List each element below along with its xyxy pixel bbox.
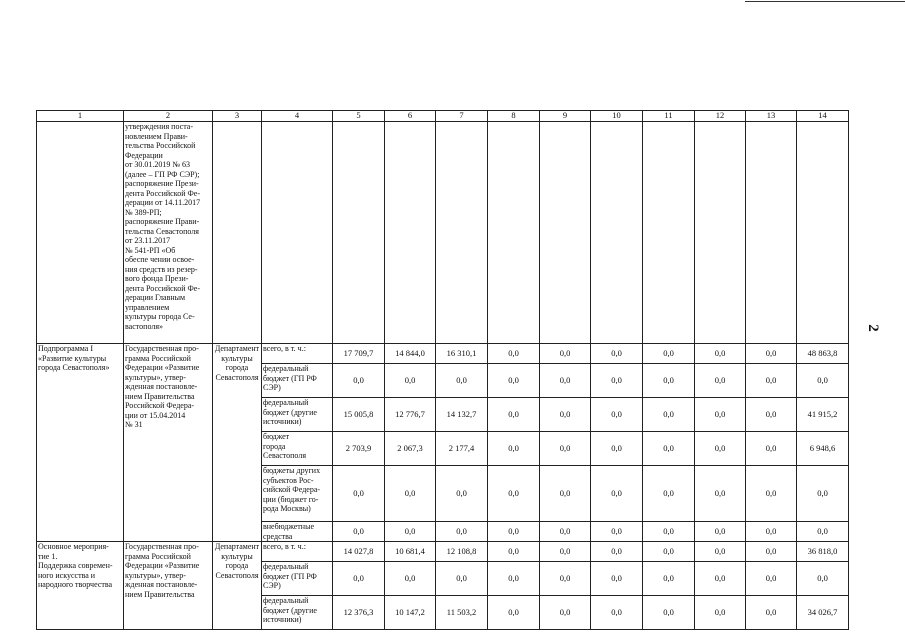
amount-cell: 0,0 <box>488 562 540 596</box>
program-name: Подпрограмма I «Развитие культуры города Севастополя» <box>37 344 124 542</box>
column-number: 7 <box>436 111 488 122</box>
empty-cell <box>37 122 124 344</box>
amount-cell: 0,0 <box>591 542 643 562</box>
amount-cell: 0,0 <box>746 466 797 522</box>
column-number: 1 <box>37 111 124 122</box>
empty-cell <box>488 122 540 344</box>
top-rule <box>745 1 905 2</box>
funding-source: бюджеты других субъектов Рос- сийской Федера- ции (бюджет го- рода Москвы) <box>262 466 333 522</box>
funding-source: бюджет города Севастополя <box>262 432 333 466</box>
continuation-row <box>37 122 849 344</box>
amount-cell: 16 310,1 <box>436 344 488 364</box>
budget-table-sheet <box>36 110 849 630</box>
amount-cell: 0,0 <box>695 466 746 522</box>
amount-cell: 0,0 <box>591 398 643 432</box>
responsible-executor: Департамент культуры города Севастополя <box>213 344 262 542</box>
amount-cell: 0,0 <box>797 522 849 542</box>
empty-cell <box>643 122 695 344</box>
legal-basis: Государственная про- грамма Российской Федерации «Развитие культуры», утвер- жденная постановле- нием Правительства Российской Федера- ции от 15.04.2014 № 31 <box>124 344 213 542</box>
funding-source: федеральный бюджет (другие источники) <box>262 398 333 432</box>
amount-cell: 0,0 <box>488 344 540 364</box>
amount-cell: 0,0 <box>436 364 488 398</box>
amount-cell: 0,0 <box>540 364 591 398</box>
amount-cell: 0,0 <box>797 562 849 596</box>
amount-cell: 6 948,6 <box>797 432 849 466</box>
amount-cell: 0,0 <box>540 432 591 466</box>
funding-source: федеральный бюджет (ГП РФ СЭР) <box>262 364 333 398</box>
empty-cell <box>746 122 797 344</box>
funding-source: всего, в т. ч.: <box>262 542 333 562</box>
amount-cell: 0,0 <box>436 466 488 522</box>
amount-cell: 0,0 <box>746 398 797 432</box>
amount-cell: 0,0 <box>746 562 797 596</box>
amount-cell: 10 681,4 <box>385 542 436 562</box>
amount-cell: 0,0 <box>540 398 591 432</box>
amount-cell: 0,0 <box>591 432 643 466</box>
column-number: 13 <box>746 111 797 122</box>
empty-cell <box>436 122 488 344</box>
amount-cell: 0,0 <box>488 596 540 630</box>
funding-source: внебюджетные средства <box>262 522 333 542</box>
amount-cell: 48 863,8 <box>797 344 849 364</box>
amount-cell: 0,0 <box>385 364 436 398</box>
amount-cell: 12 776,7 <box>385 398 436 432</box>
amount-cell: 10 147,2 <box>385 596 436 630</box>
legal-basis-continuation: утверждения поста- новлением Прави- тельства Российской Федерации от 30.01.2019 № 63 (далее – ГП РФ СЭР); распоряжение Прези- дента Российской Фе- дерации от 14.11.2017 № 389-РП; распоряжение Прави- тельства Севастополя от 23.11.2017 № 541-РП «Об обеспе чении освое- ния средств из резер- вого фонда Прези- дента Российской Фе- дерации Главным управлением культуры города Се- вастополя» <box>124 122 213 344</box>
empty-cell <box>333 122 385 344</box>
amount-cell: 0,0 <box>797 364 849 398</box>
amount-cell: 0,0 <box>488 432 540 466</box>
amount-cell: 0,0 <box>591 522 643 542</box>
amount-cell: 0,0 <box>488 542 540 562</box>
column-number: 12 <box>695 111 746 122</box>
empty-cell <box>540 122 591 344</box>
budget-table <box>36 110 849 630</box>
amount-cell: 0,0 <box>695 344 746 364</box>
amount-cell: 0,0 <box>488 398 540 432</box>
amount-cell: 0,0 <box>695 562 746 596</box>
amount-cell: 0,0 <box>385 562 436 596</box>
empty-cell <box>797 122 849 344</box>
amount-cell: 0,0 <box>540 542 591 562</box>
amount-cell: 0,0 <box>333 466 385 522</box>
amount-cell: 0,0 <box>746 344 797 364</box>
amount-cell: 0,0 <box>643 344 695 364</box>
funding-row <box>37 542 849 562</box>
column-number: 5 <box>333 111 385 122</box>
amount-cell: 0,0 <box>643 596 695 630</box>
amount-cell: 0,0 <box>591 596 643 630</box>
column-number: 8 <box>488 111 540 122</box>
funding-row <box>37 344 849 364</box>
column-number: 14 <box>797 111 849 122</box>
column-number: 11 <box>643 111 695 122</box>
amount-cell: 0,0 <box>488 466 540 522</box>
amount-cell: 0,0 <box>797 466 849 522</box>
amount-cell: 0,0 <box>591 562 643 596</box>
amount-cell: 0,0 <box>643 522 695 542</box>
amount-cell: 0,0 <box>540 466 591 522</box>
amount-cell: 12 376,3 <box>333 596 385 630</box>
amount-cell: 0,0 <box>643 364 695 398</box>
responsible-executor: Департамент культуры города Севастополя <box>213 542 262 630</box>
column-number: 10 <box>591 111 643 122</box>
amount-cell: 0,0 <box>695 432 746 466</box>
amount-cell: 0,0 <box>643 562 695 596</box>
empty-cell <box>591 122 643 344</box>
amount-cell: 0,0 <box>436 562 488 596</box>
amount-cell: 2 703,9 <box>333 432 385 466</box>
amount-cell: 0,0 <box>540 522 591 542</box>
amount-cell: 36 818,0 <box>797 542 849 562</box>
amount-cell: 0,0 <box>695 398 746 432</box>
amount-cell: 0,0 <box>746 522 797 542</box>
amount-cell: 0,0 <box>540 344 591 364</box>
page-number: 2 <box>865 324 881 332</box>
empty-cell <box>213 122 262 344</box>
amount-cell: 0,0 <box>643 542 695 562</box>
amount-cell: 0,0 <box>488 522 540 542</box>
legal-basis: Государственная про- грамма Российской Федерации «Развитие культуры», утвер- жденная постановле- нием Правительства <box>124 542 213 630</box>
column-number: 6 <box>385 111 436 122</box>
amount-cell: 0,0 <box>591 364 643 398</box>
amount-cell: 0,0 <box>643 432 695 466</box>
amount-cell: 0,0 <box>591 344 643 364</box>
column-number: 9 <box>540 111 591 122</box>
amount-cell: 0,0 <box>540 562 591 596</box>
amount-cell: 14 132,7 <box>436 398 488 432</box>
program-name: Основное мероприя- тие 1. Поддержка современ- ного искусства и народного творчества <box>37 542 124 630</box>
amount-cell: 12 108,8 <box>436 542 488 562</box>
amount-cell: 15 005,8 <box>333 398 385 432</box>
amount-cell: 0,0 <box>643 466 695 522</box>
amount-cell: 0,0 <box>695 542 746 562</box>
amount-cell: 41 915,2 <box>797 398 849 432</box>
amount-cell: 2 177,4 <box>436 432 488 466</box>
amount-cell: 14 027,8 <box>333 542 385 562</box>
amount-cell: 0,0 <box>746 596 797 630</box>
amount-cell: 0,0 <box>746 364 797 398</box>
amount-cell: 11 503,2 <box>436 596 488 630</box>
column-number: 4 <box>262 111 333 122</box>
amount-cell: 0,0 <box>695 364 746 398</box>
amount-cell: 17 709,7 <box>333 344 385 364</box>
amount-cell: 0,0 <box>643 398 695 432</box>
column-number-row <box>37 111 849 122</box>
amount-cell: 0,0 <box>591 466 643 522</box>
amount-cell: 0,0 <box>385 466 436 522</box>
amount-cell: 0,0 <box>385 522 436 542</box>
amount-cell: 14 844,0 <box>385 344 436 364</box>
amount-cell: 0,0 <box>333 522 385 542</box>
amount-cell: 2 067,3 <box>385 432 436 466</box>
amount-cell: 0,0 <box>488 364 540 398</box>
amount-cell: 0,0 <box>333 364 385 398</box>
empty-cell <box>262 122 333 344</box>
column-number: 3 <box>213 111 262 122</box>
amount-cell: 0,0 <box>746 432 797 466</box>
amount-cell: 0,0 <box>695 596 746 630</box>
amount-cell: 0,0 <box>436 522 488 542</box>
amount-cell: 0,0 <box>746 542 797 562</box>
column-number: 2 <box>124 111 213 122</box>
empty-cell <box>695 122 746 344</box>
funding-source: федеральный бюджет (другие источники) <box>262 596 333 630</box>
amount-cell: 0,0 <box>540 596 591 630</box>
empty-cell <box>385 122 436 344</box>
funding-source: федеральный бюджет (ГП РФ СЭР) <box>262 562 333 596</box>
amount-cell: 0,0 <box>333 562 385 596</box>
funding-source: всего, в т. ч.: <box>262 344 333 364</box>
amount-cell: 34 026,7 <box>797 596 849 630</box>
amount-cell: 0,0 <box>695 522 746 542</box>
